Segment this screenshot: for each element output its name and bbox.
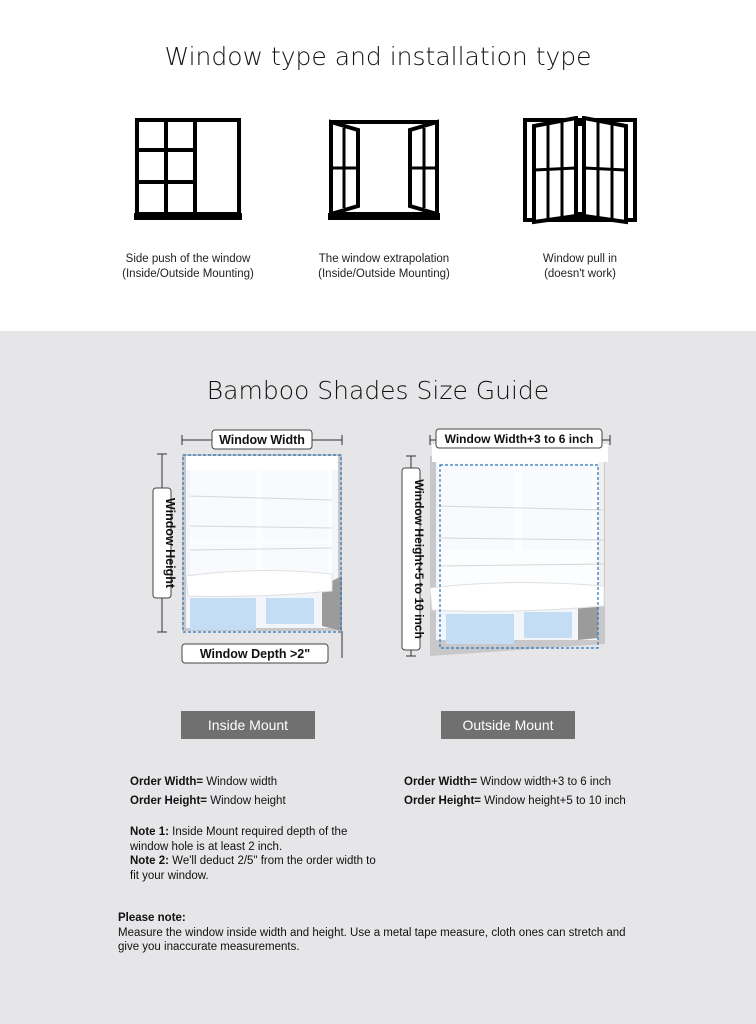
order-height-outside: Order Height= Window height+5 to 10 inch [404, 795, 626, 807]
order-width-inside: Order Width= Window width [130, 776, 278, 788]
note-1: Note 1: Inside Mount required depth of the window hole is at least 2 inch. [130, 826, 348, 853]
caption-extrapolation [284, 252, 484, 282]
caption-line: (doesn't work) [544, 268, 616, 280]
outside-mount-button[interactable]: Outside Mount [441, 711, 575, 739]
side-push-window-icon [134, 116, 244, 226]
section-title-size-guide: Bamboo Shades Size Guide [206, 376, 550, 405]
caption-line: (Inside/Outside Mounting) [318, 268, 450, 280]
outside-formulas [404, 773, 626, 811]
extrapolation-window-icon [328, 116, 440, 226]
caption-pull-in [480, 252, 680, 282]
notes-block [130, 825, 380, 883]
caption-line: (Inside/Outside Mounting) [122, 268, 254, 280]
outside-width-label: Window Width+3 to 6 inch [444, 432, 594, 446]
outside-mount-diagram [400, 426, 615, 676]
section-title-window-type: Window type and installation type [164, 42, 592, 71]
inside-height-label: Window Height [163, 497, 177, 589]
caption-line: The window extrapolation [318, 253, 450, 265]
inside-mount-diagram [150, 426, 355, 676]
inside-depth-label: Window Depth >2" [199, 647, 311, 661]
order-height-inside: Order Height= Window height [130, 795, 286, 807]
outside-height-label: Window Height+5 to 10 inch [412, 479, 426, 639]
please-note-block [118, 911, 638, 955]
please-note-text: Measure the window inside width and height. Use a metal tape measure, cloth ones can stretch and give you inaccurate measurements. [118, 926, 626, 953]
caption-line: Window pull in [542, 253, 618, 265]
window-type-section [0, 0, 756, 331]
pull-in-window-icon [522, 116, 638, 226]
inside-formulas [130, 773, 286, 811]
inside-mount-button[interactable]: Inside Mount [181, 711, 315, 739]
note-2: Note 2: We'll deduct 2/5" from the order width to fit your window. [130, 855, 376, 882]
size-guide-section [0, 331, 756, 1024]
caption-side-push [88, 252, 288, 282]
please-note-label: Please note: [118, 912, 186, 924]
inside-width-label: Window Width [219, 433, 305, 447]
caption-line: Side push of the window [125, 253, 251, 265]
order-width-outside: Order Width= Window width+3 to 6 inch [404, 776, 611, 788]
